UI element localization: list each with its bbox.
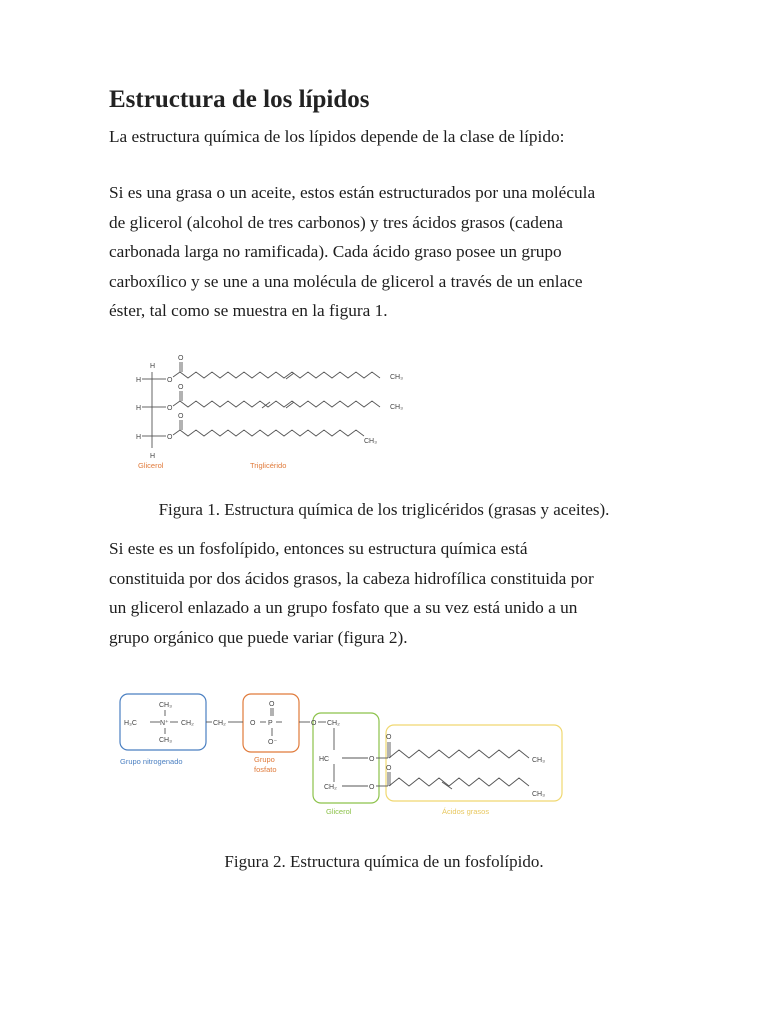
figure-2-phospholipid-diagram	[112, 686, 572, 821]
atom-label: O	[178, 384, 184, 391]
atom-label: CH₂	[327, 720, 340, 727]
text-line: Si este es un fosfolípido, entonces su estructura química está	[109, 539, 528, 558]
atom-label: O	[386, 734, 392, 741]
atom-label: O	[178, 413, 184, 420]
figure-1-triglyceride-diagram	[128, 348, 418, 473]
atom-label: CH₃	[159, 737, 172, 744]
atom-label: O	[167, 377, 173, 384]
figure-2-caption: Figura 2. Estructura química de un fosfolípido.	[224, 852, 544, 871]
label-grupo-nitrogenado: Grupo nitrogenado	[120, 757, 183, 766]
text-line: constituida por dos ácidos grasos, la cabeza hidrofílica constituida por	[109, 568, 594, 588]
label-grupo-fosfato-1: Grupo	[254, 755, 275, 764]
atom-label: CH₃	[532, 791, 545, 798]
atom-label: O⁻	[268, 739, 278, 746]
atom-label: HC	[319, 756, 330, 763]
paragraph-phospholipid	[109, 534, 594, 652]
text-line: carboxílico y se une a una molécula de glicerol a través de un enlace	[109, 271, 583, 291]
text-line: éster, tal como se muestra en la figura 1.	[109, 301, 388, 320]
atom-label: O	[386, 765, 392, 772]
atom-label: O	[369, 756, 375, 763]
text-line: carbonada larga no ramificada). Cada ácido graso posee un grupo	[109, 242, 562, 261]
atom-label: H₃C	[124, 720, 137, 727]
atom-label: H	[136, 405, 142, 412]
text-line: Si es una grasa o un aceite, estos están estructurados por una molécula	[109, 183, 596, 202]
atom-label: O	[250, 720, 256, 727]
label-glicerol: Glicerol	[326, 807, 352, 816]
label-glicerol: Glicerol	[138, 461, 164, 470]
text-line: grupo orgánico que puede variar (figura 2).	[109, 627, 408, 647]
label-trigliceride: Triglicérido	[250, 461, 287, 470]
atom-label: O	[369, 784, 375, 791]
atom-label: CH₃	[159, 702, 172, 709]
atom-label: O	[311, 720, 317, 727]
atom-label: P	[268, 720, 273, 727]
label-acidos-grasos: Ácidos grasos	[442, 807, 490, 816]
atom-label: H	[136, 434, 142, 441]
page-title: Estructura de los lípidos	[109, 86, 370, 113]
figure-1-caption: Figura 1. Estructura química de los triglicéridos (grasas y aceites).	[158, 500, 610, 519]
atom-label: H	[150, 363, 156, 370]
atom-label: O	[167, 434, 173, 441]
atom-label: O	[167, 405, 173, 412]
atom-label: CH₃	[532, 757, 545, 764]
atom-label: N⁺	[160, 720, 169, 727]
intro-paragraph: La estructura química de los lípidos depende de la clase de lípido:	[109, 127, 565, 146]
atom-label: H	[150, 453, 156, 460]
atom-label: CH₃	[390, 374, 403, 381]
atom-label: CH₂	[324, 784, 337, 791]
label-grupo-fosfato-2: fosfato	[254, 765, 277, 774]
atom-label: O	[269, 701, 275, 708]
text-line: un glicerol enlazado a un grupo fosfato que a su vez está unido a un	[109, 598, 578, 617]
atom-label: CH₃	[364, 438, 377, 445]
text-line: de glicerol (alcohol de tres carbonos) y tres ácidos grasos (cadena	[109, 212, 563, 232]
atom-label: CH₃	[390, 404, 403, 411]
atom-label: O	[178, 355, 184, 362]
atom-label: H	[136, 377, 142, 384]
atom-label: CH₂	[181, 720, 194, 727]
paragraph-triglycerides	[109, 178, 595, 326]
atom-label: CH₂	[213, 720, 226, 727]
